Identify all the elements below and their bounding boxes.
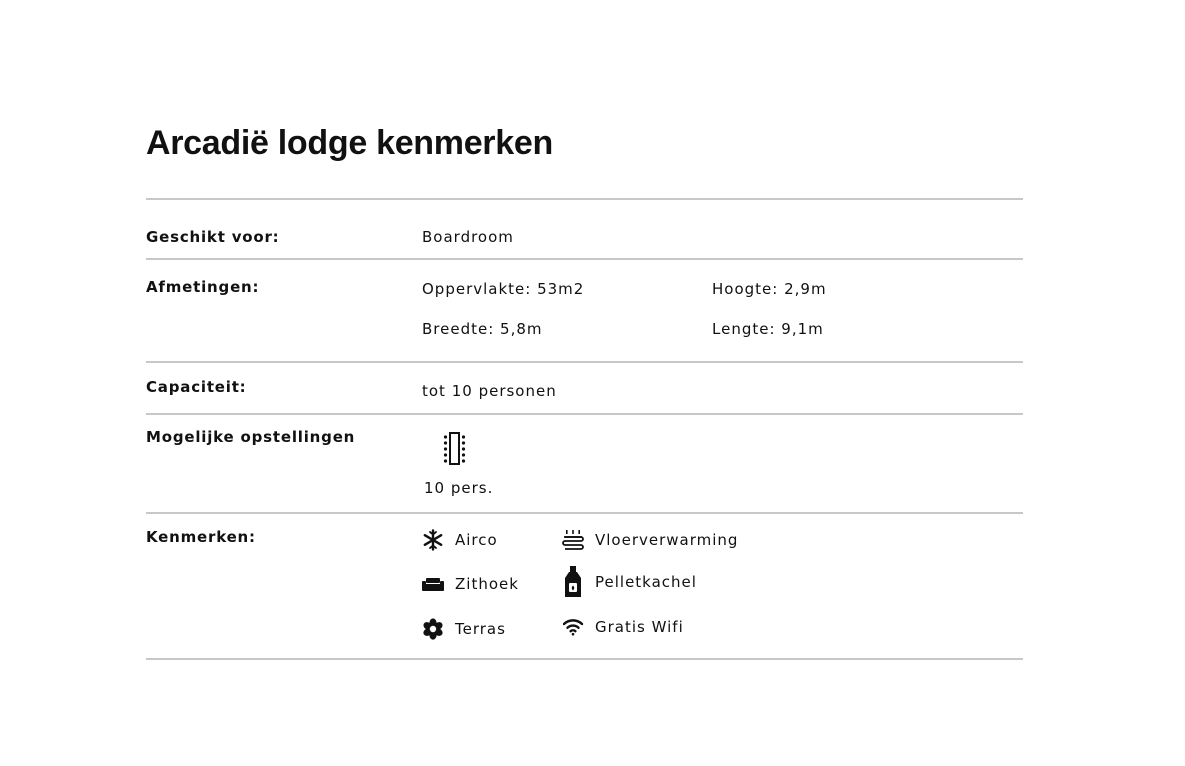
suitable-for-label: Geschikt voor: (146, 228, 280, 246)
feature-pellet-stove (562, 566, 697, 598)
capacity-label: Capaciteit: (146, 378, 247, 396)
feature-seating (422, 573, 519, 595)
boardroom-table-icon (442, 432, 468, 470)
feature-label: Zithoek (455, 575, 519, 593)
floor-heating-icon (562, 529, 584, 551)
feature-terrace (422, 618, 506, 640)
width-value: Breedte: 5,8m (422, 320, 543, 338)
snowflake-icon (422, 529, 444, 551)
feature-label: Airco (455, 531, 498, 549)
flower-icon (422, 618, 444, 640)
sofa-icon (422, 573, 444, 595)
surface-area-value: Oppervlakte: 53m2 (422, 280, 585, 298)
feature-airco (422, 529, 498, 551)
pellet-stove-icon (562, 566, 584, 598)
feature-label: Gratis Wifi (595, 618, 684, 636)
features-label: Kenmerken: (146, 528, 256, 546)
setup-persons: 10 pers. (424, 479, 494, 497)
divider (146, 512, 1023, 514)
divider (146, 361, 1023, 363)
divider (146, 658, 1023, 660)
dimensions-label: Afmetingen: (146, 278, 260, 296)
page-title: Arcadië lodge kenmerken (146, 124, 553, 162)
feature-label: Pelletkachel (595, 573, 697, 591)
divider (146, 258, 1023, 260)
length-value: Lengte: 9,1m (712, 320, 824, 338)
feature-label: Terras (455, 620, 506, 638)
wifi-icon (562, 616, 584, 638)
height-value: Hoogte: 2,9m (712, 280, 827, 298)
setups-label: Mogelijke opstellingen (146, 428, 356, 446)
suitable-for-value: Boardroom (422, 228, 514, 246)
divider (146, 413, 1023, 415)
feature-wifi (562, 616, 684, 638)
feature-floor-heating (562, 529, 738, 551)
divider (146, 198, 1023, 200)
capacity-value: tot 10 personen (422, 382, 557, 400)
feature-label: Vloerverwarming (595, 531, 739, 549)
